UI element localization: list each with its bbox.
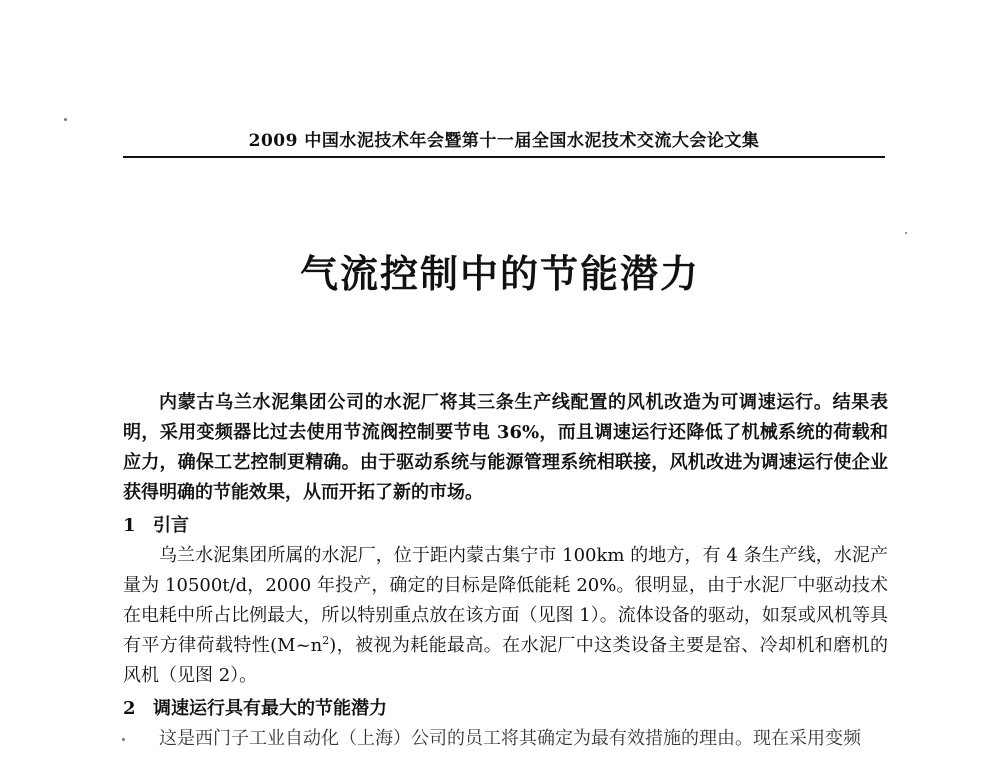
abstract-paragraph: 内蒙古乌兰水泥集团公司的水泥厂将其三条生产线配置的风机改造为可调速运行。结果表明，采用变频器比过去使用节流阀控制要节电 36%，而且调速运行还降低了机械系统的荷载和应力，确保工艺控制更精确。由于驱动系统与能源管理系统相联接，风机改进为调速运行使企业获得明确的节能效果，从而开拓了新的市场。 xyxy=(123,392,888,503)
header-rule xyxy=(123,156,885,158)
scan-speck xyxy=(64,118,67,121)
section-heading-introduction xyxy=(123,511,888,541)
section2-paragraph-partial: 这是西门子工业自动化（上海）公司的员工将其确定为最有效措施的理由。现在采用变频 xyxy=(159,728,861,749)
section-number: 1 xyxy=(123,515,136,536)
section-title: 引言 xyxy=(153,515,189,536)
paragraph-text-a: 乌兰水泥集团所属的水泥厂，位于距内蒙古集宁市 100km 的地方，有 4 条生产线，水泥产量为 10500t/d，2000 年投产，确定的目标是降低能耗 20%。很明显，由于水泥厂中驱动技术在电耗中所占比例最大，所以特别重点放在该方面（见图 1）。流体设备的驱动，如泵或风机等具有平方律荷载特性(M~n xyxy=(123,545,888,656)
section-title: 调速运行具有最大的节能潜力 xyxy=(153,698,387,719)
article-body xyxy=(123,388,888,754)
running-head: 2009 中国水泥技术年会暨第十一届全国水泥技术交流大会论文集 xyxy=(248,131,760,151)
section-number: 2 xyxy=(123,698,136,719)
scan-speck xyxy=(905,232,907,234)
article-title: 气流控制中的节能潜力 xyxy=(299,251,700,296)
scan-speck xyxy=(122,738,125,741)
introduction-paragraph xyxy=(123,541,888,691)
paragraph-text-b: )，被视为耗能最高。在水泥厂中这类设备主要是窑、冷却机和磨机的风机（见图 2）。 xyxy=(123,635,888,686)
section-heading-speed-control xyxy=(123,694,888,724)
superscript: 2 xyxy=(322,634,330,647)
